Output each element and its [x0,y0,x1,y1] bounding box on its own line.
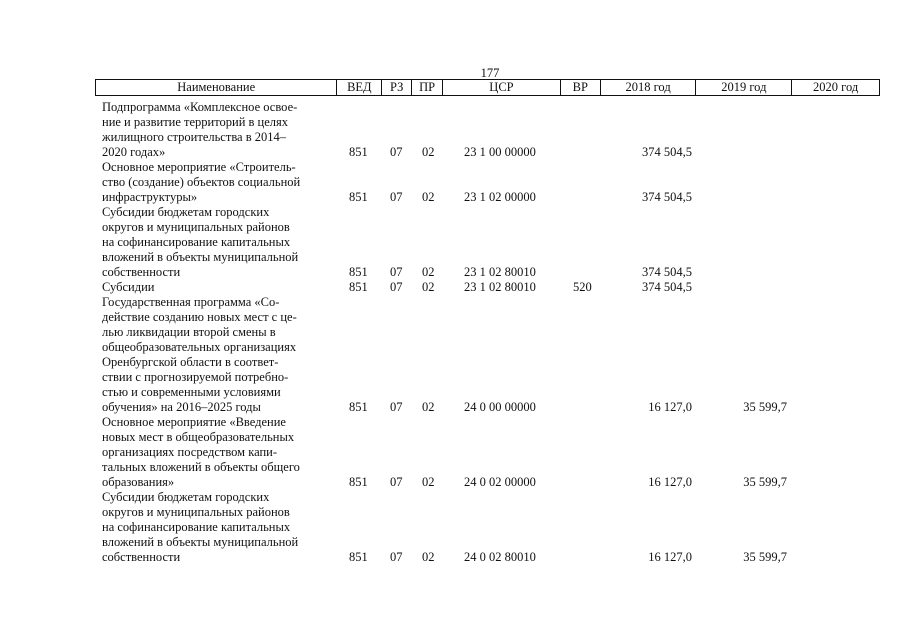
row-pr: 02 [422,190,435,204]
header-vr: ВР [561,80,601,95]
row-2018: 374 504,5 [642,145,692,159]
table-body [102,100,882,565]
row-ved: 851 [349,400,368,414]
row-name: Субсидии бюджетам городских округов и муниципальных районов на софинансирование капитальных вложений в объекты муниципальной собственности [102,490,299,564]
row-pr: 02 [422,475,435,489]
row-2019: 35 599,7 [743,550,787,564]
page-number: 177 [480,66,500,80]
table-row [102,295,882,415]
row-ved: 851 [349,475,368,489]
table-header [95,79,880,96]
row-pr: 02 [422,280,435,294]
row-csr: 24 0 02 00000 [464,475,536,489]
row-csr: 23 1 02 80010 [464,265,536,279]
row-vr: 520 [573,280,592,294]
header-pr: ПР [412,80,443,95]
row-2019: 35 599,7 [743,400,787,414]
row-rz: 07 [390,190,403,204]
row-name: Субсидии бюджетам городских округов и муниципальных районов на софинансирование капитальных вложений в объекты муниципальной собственности [102,205,299,279]
header-ved: ВЕД [337,80,382,95]
header-name: Наименование [96,80,337,95]
row-2018: 374 504,5 [642,280,692,294]
row-2018: 16 127,0 [648,550,692,564]
row-2018: 374 504,5 [642,190,692,204]
header-csr: ЦСР [443,80,561,95]
row-pr: 02 [422,550,435,564]
row-name: Основное мероприятие «Введение новых мест в общеобразовательных организациях посредством капи- тальных вложений в объекты общего образования» [102,415,300,489]
row-csr: 24 0 00 00000 [464,400,536,414]
row-2019: 35 599,7 [743,475,787,489]
row-pr: 02 [422,400,435,414]
row-name: Субсидии [102,280,155,294]
table-row [102,205,882,280]
header-2019: 2019 год [696,80,792,95]
row-rz: 07 [390,265,403,279]
row-rz: 07 [390,280,403,294]
row-name: Подпрограмма «Комплексное освое- ние и развитие территорий в целях жилищного строительства в 2014– 2020 годах» [102,100,298,159]
row-ved: 851 [349,280,368,294]
row-csr: 23 1 02 00000 [464,190,536,204]
row-pr: 02 [422,145,435,159]
row-rz: 07 [390,145,403,159]
table-row [102,490,882,565]
row-csr: 23 1 02 80010 [464,280,536,294]
header-2020: 2020 год [813,80,859,94]
table-row [102,415,882,490]
table-row [102,280,882,295]
row-2018: 16 127,0 [648,475,692,489]
row-rz: 07 [390,475,403,489]
row-csr: 23 1 00 00000 [464,145,536,159]
row-ved: 851 [349,265,368,279]
table-row [102,100,882,160]
row-2018: 16 127,0 [648,400,692,414]
row-ved: 851 [349,190,368,204]
row-ved: 851 [349,550,368,564]
row-rz: 07 [390,550,403,564]
row-name: Основное мероприятие «Строитель- ство (создание) объектов социальной инфраструктуры» [102,160,301,204]
row-ved: 851 [349,145,368,159]
table-row [102,160,882,205]
row-csr: 24 0 02 80010 [464,550,536,564]
row-pr: 02 [422,265,435,279]
header-2018: 2018 год [601,80,697,95]
row-rz: 07 [390,400,403,414]
header-rz: РЗ [382,80,412,95]
row-name: Государственная программа «Со- действие созданию новых мест с це- лью ликвидации второй смены в общеобразовательных организациях Оренбургской области в соответ- ствии с прогнозируемой потребно- стью и современными условиями обучения» на 2016–2025 годы [102,295,297,414]
row-2018: 374 504,5 [642,265,692,279]
